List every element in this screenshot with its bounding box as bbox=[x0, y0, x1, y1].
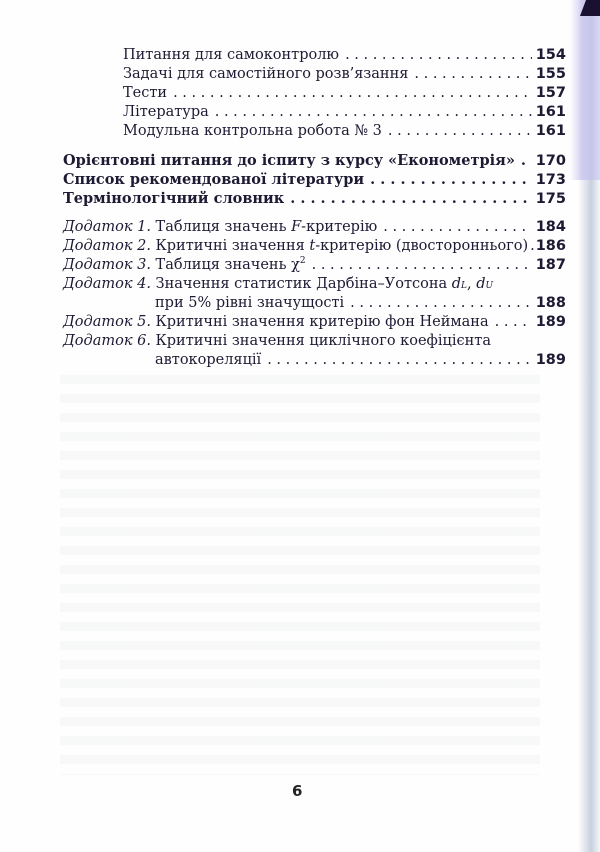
toc-entry-page: 154 bbox=[535, 47, 566, 63]
appendix-title-symbol: t bbox=[309, 238, 316, 254]
leader-dots bbox=[495, 313, 532, 332]
appendix-title-symbol: F bbox=[291, 219, 302, 235]
toc-appendix-2[interactable] bbox=[63, 237, 566, 256]
toc-entry-page: 175 bbox=[535, 191, 566, 207]
toc-entry-page: 189 bbox=[535, 314, 566, 330]
statistic-du: dU bbox=[476, 276, 494, 292]
toc-entry-page: 188 bbox=[535, 295, 566, 311]
toc-entry-label: Задачі для самостійного розв’язання bbox=[123, 66, 409, 82]
toc-entry-page: 170 bbox=[535, 153, 566, 169]
toc-entry-page: 157 bbox=[535, 85, 566, 101]
toc-entry-label bbox=[63, 218, 377, 237]
toc-entry-main[interactable] bbox=[63, 151, 566, 171]
toc-entry-page: 173 bbox=[535, 172, 566, 188]
appendix-title-pre: Таблиця значень bbox=[155, 219, 292, 235]
appendix-prefix: Додаток 4. bbox=[63, 276, 151, 292]
toc-entry-label: Термінологічний словник bbox=[63, 190, 285, 207]
leader-dots bbox=[530, 237, 534, 256]
statistic-dl: dL bbox=[451, 276, 468, 292]
appendix-title-post: -критерію (двостороннього) bbox=[315, 238, 529, 254]
subscript-u: U bbox=[485, 281, 494, 291]
toc-entry[interactable] bbox=[123, 103, 566, 122]
toc-entry-main[interactable] bbox=[63, 170, 566, 190]
toc-appendix-6-line1[interactable] bbox=[63, 332, 491, 351]
toc-entry-page: 186 bbox=[535, 238, 566, 254]
toc-entry[interactable] bbox=[123, 84, 566, 103]
leader-dots bbox=[521, 151, 532, 170]
leader-dots bbox=[290, 189, 531, 208]
toc-entry[interactable] bbox=[123, 122, 566, 141]
leader-dots bbox=[388, 122, 532, 141]
toc-entry-page: 184 bbox=[535, 219, 566, 235]
toc-appendix-5[interactable] bbox=[63, 313, 566, 332]
appendix-title-line2: автокореляції bbox=[155, 352, 262, 368]
appendix-prefix: Додаток 3. bbox=[63, 257, 151, 273]
toc-entry-label bbox=[63, 313, 489, 332]
leader-dots bbox=[350, 294, 532, 313]
appendix-title-pre: Таблиця значень χ bbox=[155, 257, 300, 273]
toc-entry-page: 161 bbox=[535, 104, 566, 120]
leader-dots bbox=[370, 170, 532, 189]
leader-dots bbox=[215, 103, 532, 122]
appendix-prefix: Додаток 1. bbox=[63, 219, 151, 235]
toc-entry-label: Список рекомендованої літератури bbox=[63, 171, 365, 188]
toc-entry-label: Орієнтовні питання до іспиту з курсу «Економетрія» bbox=[63, 152, 515, 169]
appendix-prefix: Додаток 6. bbox=[63, 333, 151, 349]
leader-dots bbox=[312, 256, 532, 275]
leader-dots bbox=[173, 84, 532, 103]
toc-entry[interactable] bbox=[123, 65, 566, 84]
toc-appendix-1[interactable] bbox=[63, 218, 566, 237]
page-number: 6 bbox=[292, 782, 303, 800]
leader-dots bbox=[383, 218, 531, 237]
leader-dots bbox=[267, 351, 532, 370]
toc-entry[interactable] bbox=[123, 46, 566, 65]
appendix-title-superscript: 2 bbox=[299, 256, 306, 267]
appendix-title-line1: Критичні значення циклічного коефіцієнта bbox=[155, 333, 491, 349]
appendix-title-pre: Критичні значення bbox=[155, 238, 310, 254]
appendix-prefix: Додаток 5. bbox=[63, 314, 151, 330]
toc-entry-label bbox=[63, 237, 528, 256]
toc-appendix-4-line2[interactable] bbox=[155, 294, 566, 313]
toc-appendix-4-line1[interactable]: Додаток 4. Значення статистик Дарбіна–Уотсона dL, dU bbox=[63, 276, 494, 292]
bleed-through-text bbox=[60, 375, 540, 775]
toc-appendix-6-line2[interactable] bbox=[155, 351, 566, 370]
toc-entry-page: 155 bbox=[535, 66, 566, 82]
toc-entry-label: Тести bbox=[123, 85, 168, 101]
toc-entry-page: 161 bbox=[535, 123, 566, 139]
subscript-l: L bbox=[461, 281, 468, 291]
toc-entry-page: 187 bbox=[535, 257, 566, 273]
toc-entry-page: 189 bbox=[535, 352, 566, 368]
toc-entry-label bbox=[63, 256, 306, 275]
toc-entry-main[interactable] bbox=[63, 189, 566, 209]
appendix-title: Критичні значення критерію фон Неймана bbox=[155, 314, 489, 330]
toc-entry-label: Питання для самоконтролю bbox=[123, 47, 340, 63]
appendix-title-post: -критерію bbox=[301, 219, 378, 235]
binding-shadow-top bbox=[570, 0, 600, 180]
appendix-title-line1: Значення статистик Дарбіна–Уотсона bbox=[155, 276, 452, 292]
toc-appendix-3[interactable] bbox=[63, 256, 566, 275]
toc-entry-label: Модульна контрольна робота № 3 bbox=[123, 123, 382, 139]
leader-dots bbox=[414, 65, 531, 84]
leader-dots bbox=[345, 46, 532, 65]
appendix-prefix: Додаток 2. bbox=[63, 238, 151, 254]
appendix-title-line2: при 5% рівні значущості bbox=[155, 295, 345, 311]
toc-entry-label: Література bbox=[123, 104, 209, 120]
